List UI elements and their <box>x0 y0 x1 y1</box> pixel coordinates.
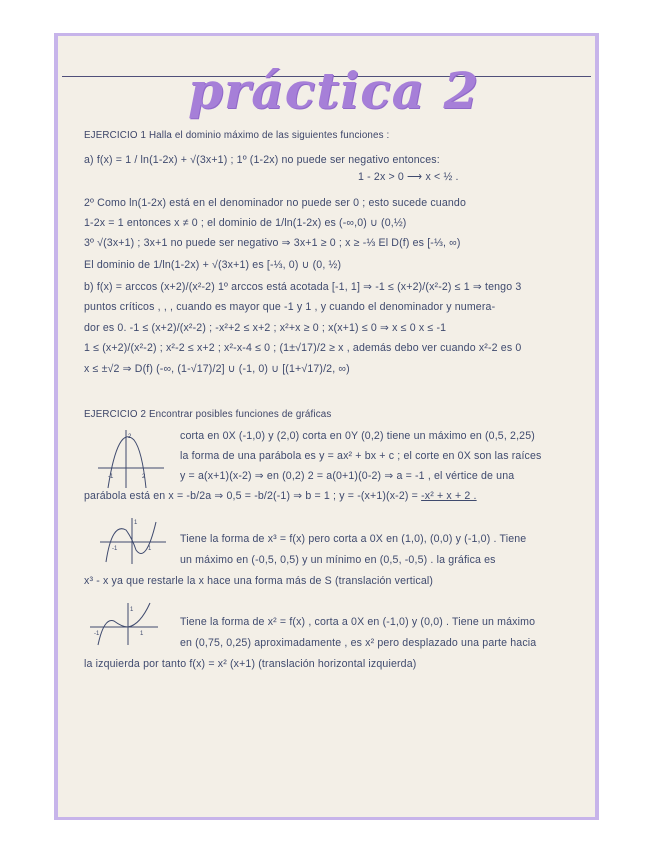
ex2-text: parábola está en x = -b/2a ⇒ 0,5 = -b/2(-1) ⇒ b = 1 ; y = -(x+1)(x-2) = <box>84 490 422 502</box>
ex1-line: El dominio de 1/ln(1-2x) + √(3x+1) es [-⅓, 0) ∪ (0, ½) <box>84 259 342 271</box>
curve <box>98 603 150 645</box>
ex2-line: un máximo en (-0,5, 0,5) y un mínimo en (0,5, -0,5) . la gráfica es <box>180 554 496 566</box>
ex1-line: puntos críticos , , , cuando es mayor que -1 y 1 , y cuando el denominador y numera- <box>84 301 496 313</box>
ex2-line: la izquierda por tanto f(x) = x² (x+1) (translación horizontal izquierda) <box>84 658 417 670</box>
curve <box>108 437 146 488</box>
ex1-line: 1-2x = 1 entonces x ≠ 0 ; el dominio de 1/ln(1-2x) es (-∞,0) ∪ (0,½) <box>84 217 407 229</box>
tick-label: 1 <box>130 607 134 613</box>
ex1-heading: EJERCICIO 1 Halla el dominio máximo de las siguientes funciones : <box>84 130 390 141</box>
tick-label: 1 <box>140 631 144 637</box>
ex1-line: dor es 0. -1 ≤ (x+2)/(x²-2) ; -x²+2 ≤ x+2 ; x²+x ≥ 0 ; x(x+1) ≤ 0 ⇒ x ≤ 0 x ≤ -1 <box>84 322 447 334</box>
ex2-line <box>84 489 585 503</box>
tick-label: 1 <box>134 520 138 526</box>
ex1-line: 2º Como ln(1-2x) está en el denominador no puede ser 0 ; esto sucede cuando <box>84 197 467 209</box>
tick-label: 1 <box>148 546 152 552</box>
tick-label: -1 <box>94 631 100 637</box>
ex2-line: y = a(x+1)(x-2) ⇒ en (0,2) 2 = a(0+1)(0-2) ⇒ a = -1 , el vértice de una <box>180 470 515 482</box>
ex1-line: b) f(x) = arccos (x+2)/(x²-2) 1º arccos está acotada [-1, 1] ⇒ -1 ≤ (x+2)/(x²-2) ≤ 1 ⇒ tengo 3 <box>84 281 522 293</box>
tick-label: -1 <box>112 546 118 552</box>
cubic-shifted-graph <box>88 601 160 647</box>
ex2-line: Tiene la forma de x² = f(x) , corta a 0X en (-1,0) y (0,0) . Tiene un máximo <box>180 616 536 628</box>
ex2-line: corta en 0X (-1,0) y (2,0) corta en 0Y (0,2) tiene un máximo en (0,5, 2,25) <box>180 430 535 442</box>
ex2-line: en (0,75, 0,25) aproximadamente , es x² pero desplazado una parte hacia <box>180 637 537 649</box>
tick-label: 2 <box>128 434 132 440</box>
parabola-graph <box>96 428 166 490</box>
ex2-heading: EJERCICIO 2 Encontrar posibles funciones de gráficas <box>84 409 332 420</box>
ex2-line: Tiene la forma de x³ = f(x) pero corta a 0X en (1,0), (0,0) y (-1,0) . Tiene <box>180 533 527 545</box>
tick-label: 2 <box>142 474 146 480</box>
ex1-line: x ≤ ±√2 ⇒ D(f) (-∞, (1-√17)/2] ∪ (-1, 0) ∪ [(1+√17)/2, ∞) <box>84 363 350 375</box>
notebook-page <box>54 33 599 820</box>
ex1-line: 3º √(3x+1) ; 3x+1 no puede ser negativo ⇒ 3x+1 ≥ 0 ; x ≥ -⅓ El D(f) es [-⅓, ∞) <box>84 237 461 249</box>
cubic-graph <box>98 516 168 566</box>
ex2-line: x³ - x ya que restarle la x hace una forma más de S (translación vertical) <box>84 575 434 587</box>
ex1-line: 1 ≤ (x+2)/(x²-2) ; x²-2 ≤ x+2 ; x²-x-4 ≤ 0 ; (1±√17)/2 ≥ x , además debo ver cuando x²-2 es 0 <box>84 342 522 354</box>
ex1-line: a) f(x) = 1 / ln(1-2x) + √(3x+1) ; 1º (1-2x) no puede ser negativo entonces: <box>84 154 440 166</box>
page-title: práctica 2 <box>188 61 480 120</box>
ex2-line: la forma de una parábola es y = ax² + bx + c ; el corte en 0X son las raíces <box>180 450 542 462</box>
ex2-answer: -x² + x + 2 . <box>421 490 477 502</box>
ex1-line: 1 - 2x > 0 ⟶ x < ½ . <box>358 171 459 183</box>
tick-label: -1 <box>108 474 114 480</box>
